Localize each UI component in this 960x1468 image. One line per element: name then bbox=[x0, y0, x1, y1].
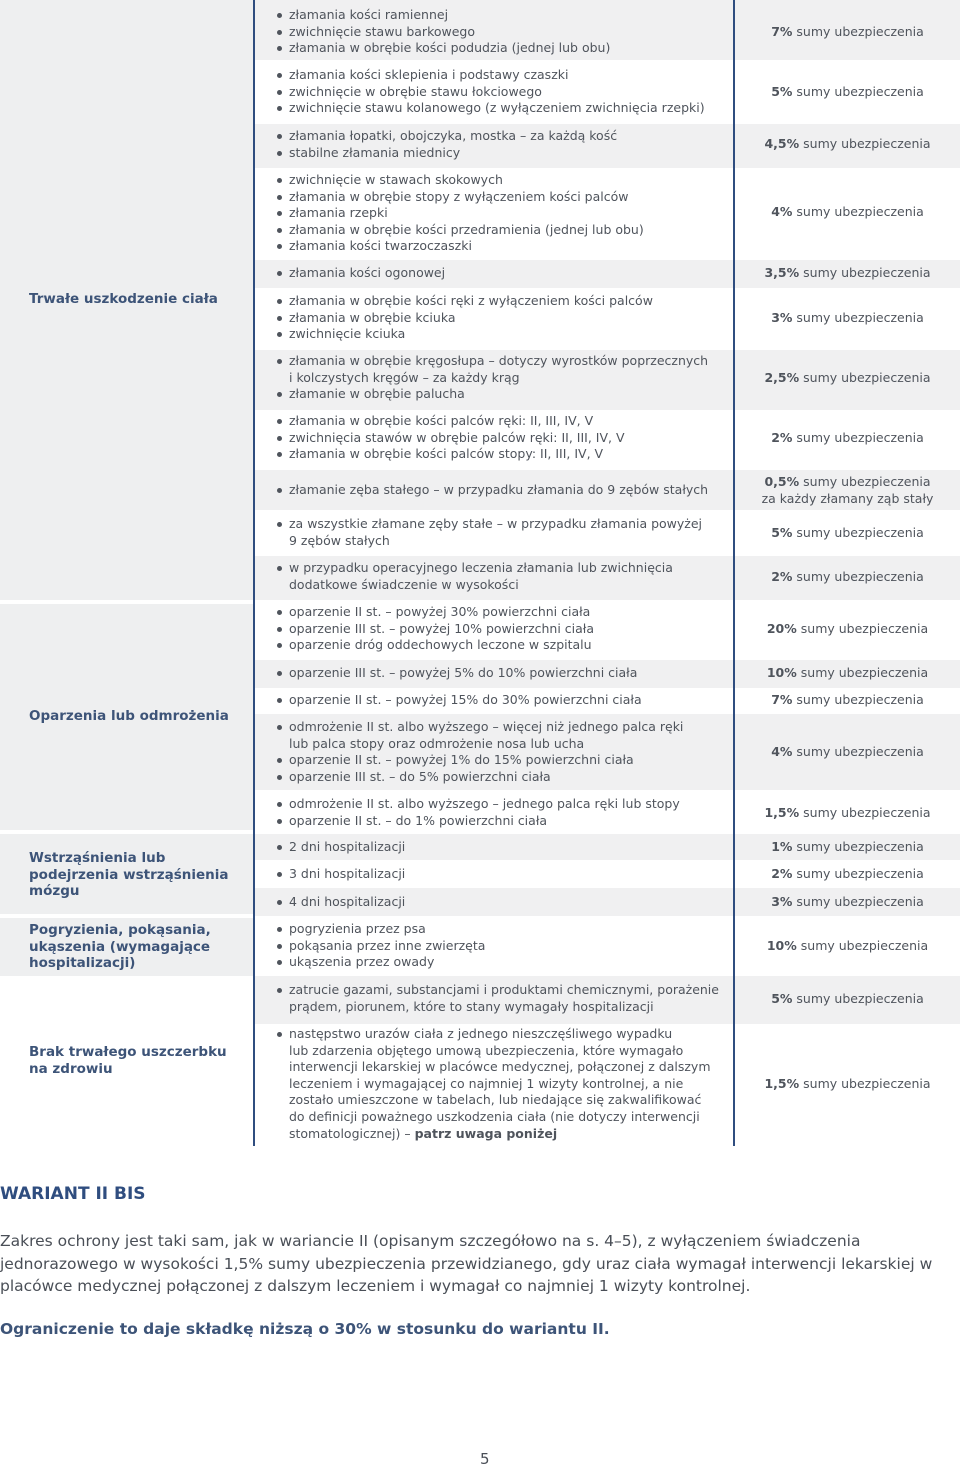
category-label: Wstrząśnienia lub podejrzenia wstrząśnienia mózgu bbox=[29, 850, 229, 899]
benefit-percent: 7% bbox=[771, 24, 793, 39]
list-item-continuation: prądem, piorunem, które to stany wymagały hospitalizacji bbox=[289, 998, 654, 1014]
benefit-suffix: sumy ubezpieczenia bbox=[796, 866, 924, 881]
injury-list bbox=[289, 692, 729, 709]
benefit-suffix: sumy ubezpieczenia bbox=[796, 204, 924, 219]
benefit-amount bbox=[735, 744, 960, 761]
list-item: zwichnięcie stawu barkowego bbox=[289, 24, 729, 41]
benefit-amount bbox=[735, 525, 960, 542]
list-item-continuation: zostało umieszczone w tabelach, lub niedające się zakwalifikować bbox=[289, 1092, 702, 1108]
benefit-amount bbox=[735, 938, 960, 955]
category-cell-burns bbox=[0, 604, 253, 830]
list-item: 3 dni hospitalizacji bbox=[289, 866, 729, 883]
injury-list bbox=[289, 413, 729, 463]
injury-list bbox=[289, 482, 729, 499]
benefit-amount bbox=[735, 204, 960, 221]
list-item: złamania kości ogonowej bbox=[289, 265, 729, 282]
benefit-suffix: sumy ubezpieczenia bbox=[796, 839, 924, 854]
benefit-suffix: sumy ubezpieczenia bbox=[800, 665, 929, 680]
list-item-continuation: interwencji lekarskiej w placówce medycznej, połączonej z dalszym bbox=[289, 1059, 711, 1075]
list-item: zwichnięcie kciuka bbox=[289, 326, 729, 343]
injury-list bbox=[289, 353, 729, 403]
list-item: 2 dni hospitalizacji bbox=[289, 839, 729, 856]
injury-list bbox=[289, 560, 729, 593]
benefit-suffix: sumy ubezpieczenia bbox=[796, 569, 924, 584]
category-label: Trwałe uszkodzenie ciała bbox=[29, 291, 218, 307]
list-item: stabilne złamania miednicy bbox=[289, 145, 729, 162]
list-item: złamania w obrębie kości palców ręki: II, III, IV, V bbox=[289, 413, 729, 430]
benefit-amount bbox=[735, 430, 960, 447]
benefit-amount bbox=[735, 265, 960, 282]
benefit-suffix: sumy ubezpieczenia bbox=[796, 894, 924, 909]
injury-list bbox=[289, 516, 729, 549]
benefit-suffix: sumy ubezpieczenia bbox=[796, 84, 924, 99]
category-cell-bites bbox=[0, 918, 253, 976]
list-item: złamania łopatki, obojczyka, mostka – za każdą kość bbox=[289, 128, 729, 145]
benefit-suffix: sumy ubezpieczenia bbox=[800, 938, 929, 953]
benefit-percent: 2,5% bbox=[764, 370, 800, 385]
injury-list bbox=[289, 839, 729, 856]
list-item-text: stomatologicznej) – bbox=[289, 1125, 411, 1141]
list-item: oparzenie II st. – do 1% powierzchni ciała bbox=[289, 813, 729, 830]
benefit-suffix: sumy ubezpieczenia bbox=[796, 430, 924, 445]
section-paragraph: Zakres ochrony jest taki sam, jak w wariancie II (opisanym szczegółowo na s. 4–5), z wyłączeniem świadczenia jednorazowego w wysokości 1,5% sumy ubezpieczenia przewidzianego, gdy uraz ciała wymagał interwencji lekarskiej w placówce medycznej połączonej z dalszym leczeniem i wymagał co najmniej 1 wizyty kontrolnej. bbox=[0, 1232, 933, 1295]
benefit-amount bbox=[735, 24, 960, 41]
benefit-percent: 5% bbox=[771, 991, 793, 1006]
benefit-suffix: sumy ubezpieczenia bbox=[796, 692, 924, 707]
injury-list bbox=[289, 921, 729, 971]
list-item: oparzenie II st. – powyżej 1% do 15% powierzchni ciała bbox=[289, 752, 729, 769]
injury-list bbox=[289, 894, 729, 911]
benefit-amount bbox=[735, 991, 960, 1008]
benefit-amount bbox=[735, 474, 960, 507]
category-label: Pogryzienia, pokąsania, ukąszenia (wymagające hospitalizacji) bbox=[29, 922, 211, 971]
list-item: złamania w obrębie kości ręki z wyłączeniem kości palców bbox=[289, 293, 729, 310]
injury-list bbox=[289, 265, 729, 282]
list-item: złamanie zęba stałego – w przypadku złamania do 9 zębów stałych bbox=[289, 482, 729, 499]
benefit-suffix: sumy ubezpieczenia bbox=[796, 525, 924, 540]
benefit-amount bbox=[735, 894, 960, 911]
list-item: pokąsania przez inne zwierzęta bbox=[289, 938, 729, 955]
benefit-suffix: sumy ubezpieczenia bbox=[796, 24, 924, 39]
column-divider bbox=[253, 0, 255, 1146]
benefit-percent: 4,5% bbox=[764, 136, 800, 151]
list-item-continuation: leczeniem i wymagającej co najmniej 1 wizyty kontrolnej, a nie bbox=[289, 1075, 684, 1091]
benefit-suffix: sumy ubezpieczenia bbox=[803, 474, 931, 489]
list-item: za wszystkie złamane zęby stałe – w przypadku złamania powyżej bbox=[289, 516, 729, 533]
list-item-continuation: dodatkowe świadczenie w wysokości bbox=[289, 576, 519, 592]
list-item: złamania w obrębie kości przedramienia (jednej lub obu) bbox=[289, 222, 729, 239]
list-item-continuation: 9 zębów stałych bbox=[289, 532, 390, 548]
list-item: złamania w obrębie kości palców stopy: II, III, IV, V bbox=[289, 446, 729, 463]
list-item: następstwo urazów ciała z jednego nieszczęśliwego wypadku bbox=[289, 1026, 729, 1043]
see-note-below: patrz uwaga poniżej bbox=[414, 1125, 558, 1141]
list-item: zwichnięcie w obrębie stawu łokciowego bbox=[289, 84, 729, 101]
list-item-continuation: do definicji poważnego uszkodzenia ciała (nie dotyczy interwencji bbox=[289, 1108, 700, 1124]
list-item: oparzenie III st. – do 5% powierzchni ciała bbox=[289, 769, 729, 786]
benefit-suffix: sumy ubezpieczenia bbox=[803, 805, 931, 820]
list-item-continuation: lub zdarzenia objętego umową ubezpieczenia, które wymagało bbox=[289, 1042, 684, 1058]
injury-list bbox=[289, 1026, 729, 1142]
benefit-amount bbox=[735, 839, 960, 856]
benefit-suffix: sumy ubezpieczenia bbox=[796, 310, 924, 325]
list-item: złamania kości twarzoczaszki bbox=[289, 238, 729, 255]
benefit-percent: 3% bbox=[771, 894, 793, 909]
injury-list bbox=[289, 982, 729, 1015]
benefit-note: za każdy złamany ząb stały bbox=[761, 490, 934, 506]
benefit-amount bbox=[735, 621, 960, 638]
benefit-suffix: sumy ubezpieczenia bbox=[803, 1076, 931, 1091]
list-item: zatrucie gazami, substancjami i produktami chemicznymi, porażenie bbox=[289, 982, 729, 999]
injury-list bbox=[289, 128, 729, 161]
benefit-amount bbox=[735, 136, 960, 153]
benefit-percent: 4% bbox=[771, 744, 793, 759]
benefit-percent: 5% bbox=[771, 84, 793, 99]
list-item: oparzenie III st. – powyżej 5% do 10% powierzchni ciała bbox=[289, 665, 729, 682]
list-item-continuation: i kolczystych kręgów – za każdy krąg bbox=[289, 369, 520, 385]
injury-list bbox=[289, 665, 729, 682]
list-item: oparzenie III st. – powyżej 10% powierzchni ciała bbox=[289, 621, 729, 638]
injury-list bbox=[289, 67, 729, 117]
benefit-percent: 20% bbox=[766, 621, 797, 636]
benefit-percent: 2% bbox=[771, 866, 793, 881]
benefit-suffix: sumy ubezpieczenia bbox=[796, 991, 924, 1006]
category-label: Brak trwałego uszczerbku na zdrowiu bbox=[29, 1044, 227, 1077]
list-item: złamania kości ramiennej bbox=[289, 7, 729, 24]
benefit-suffix: sumy ubezpieczenia bbox=[803, 265, 931, 280]
section-note: Ograniczenie to daje składkę niższą o 30% w stosunku do wariantu II. bbox=[0, 1320, 610, 1338]
category-label: Oparzenia lub odmrożenia bbox=[29, 708, 229, 724]
list-item: w przypadku operacyjnego leczenia złamania lub zwichnięcia bbox=[289, 560, 729, 577]
list-item: ukąszenia przez owady bbox=[289, 954, 729, 971]
list-item: zwichnięcie w stawach skokowych bbox=[289, 172, 729, 189]
list-item: złamania kości sklepienia i podstawy czaszki bbox=[289, 67, 729, 84]
injury-list bbox=[289, 866, 729, 883]
page-number: 5 bbox=[480, 1450, 490, 1468]
category-cell-permanent-injury bbox=[0, 0, 253, 600]
list-item: oparzenie II st. – powyżej 30% powierzchni ciała bbox=[289, 604, 729, 621]
benefit-amount bbox=[735, 1076, 960, 1093]
injury-list bbox=[289, 7, 729, 57]
list-item: zwichnięcie stawu kolanowego (z wyłączeniem zwichnięcia rzepki) bbox=[289, 100, 729, 117]
list-item: 4 dni hospitalizacji bbox=[289, 894, 729, 911]
list-item-continuation: lub palca stopy oraz odmrożenie nosa lub ucha bbox=[289, 735, 585, 751]
benefit-amount bbox=[735, 665, 960, 682]
injury-list bbox=[289, 293, 729, 343]
benefit-percent: 3,5% bbox=[764, 265, 800, 280]
injury-list bbox=[289, 172, 729, 255]
list-item: złamania w obrębie kości podudzia (jednej lub obu) bbox=[289, 40, 729, 57]
benefit-suffix: sumy ubezpieczenia bbox=[803, 136, 931, 151]
benefit-percent: 1,5% bbox=[764, 1076, 800, 1091]
benefit-percent: 7% bbox=[771, 692, 793, 707]
list-item: złamanie w obrębie palucha bbox=[289, 386, 729, 403]
injury-list bbox=[289, 719, 729, 785]
benefit-suffix: sumy ubezpieczenia bbox=[796, 744, 924, 759]
list-item: złamania w obrębie stopy z wyłączeniem kości palców bbox=[289, 189, 729, 206]
category-cell-no-permanent-damage bbox=[0, 980, 253, 1146]
list-item: zwichnięcia stawów w obrębie palców ręki: II, III, IV, V bbox=[289, 430, 729, 447]
injury-list bbox=[289, 796, 729, 829]
list-item: odmrożenie II st. albo wyższego – więcej niż jednego palca ręki bbox=[289, 719, 729, 736]
category-cell-concussion bbox=[0, 834, 253, 914]
benefit-percent: 3% bbox=[771, 310, 793, 325]
list-item-continuation bbox=[289, 1126, 729, 1143]
list-item: złamania w obrębie kciuka bbox=[289, 310, 729, 327]
benefit-percent: 10% bbox=[766, 665, 797, 680]
benefit-percent: 2% bbox=[771, 569, 793, 584]
benefit-percent: 1,5% bbox=[764, 805, 800, 820]
list-item: oparzenie II st. – powyżej 15% do 30% powierzchni ciała bbox=[289, 692, 729, 709]
list-item: pogryzienia przez psa bbox=[289, 921, 729, 938]
benefit-amount bbox=[735, 805, 960, 822]
benefit-amount bbox=[735, 866, 960, 883]
benefit-amount bbox=[735, 569, 960, 586]
benefit-percent: 10% bbox=[766, 938, 797, 953]
benefit-amount bbox=[735, 692, 960, 709]
benefit-percent: 2% bbox=[771, 430, 793, 445]
benefit-amount bbox=[735, 84, 960, 101]
section-title: WARIANT II BIS bbox=[0, 1184, 146, 1204]
benefit-percent: 0,5% bbox=[764, 474, 800, 489]
injury-list bbox=[289, 604, 729, 654]
list-item: oparzenie dróg oddechowych leczone w szpitalu bbox=[289, 637, 729, 654]
benefit-amount bbox=[735, 370, 960, 387]
benefit-amount bbox=[735, 310, 960, 327]
benefit-percent: 5% bbox=[771, 525, 793, 540]
benefit-percent: 4% bbox=[771, 204, 793, 219]
list-item: odmrożenie II st. albo wyższego – jednego palca ręki lub stopy bbox=[289, 796, 729, 813]
benefit-suffix: sumy ubezpieczenia bbox=[800, 621, 929, 636]
benefit-percent: 1% bbox=[771, 839, 793, 854]
benefit-suffix: sumy ubezpieczenia bbox=[803, 370, 931, 385]
list-item: złamania rzepki bbox=[289, 205, 729, 222]
list-item: złamania w obrębie kręgosłupa – dotyczy wyrostków poprzecznych bbox=[289, 353, 729, 370]
